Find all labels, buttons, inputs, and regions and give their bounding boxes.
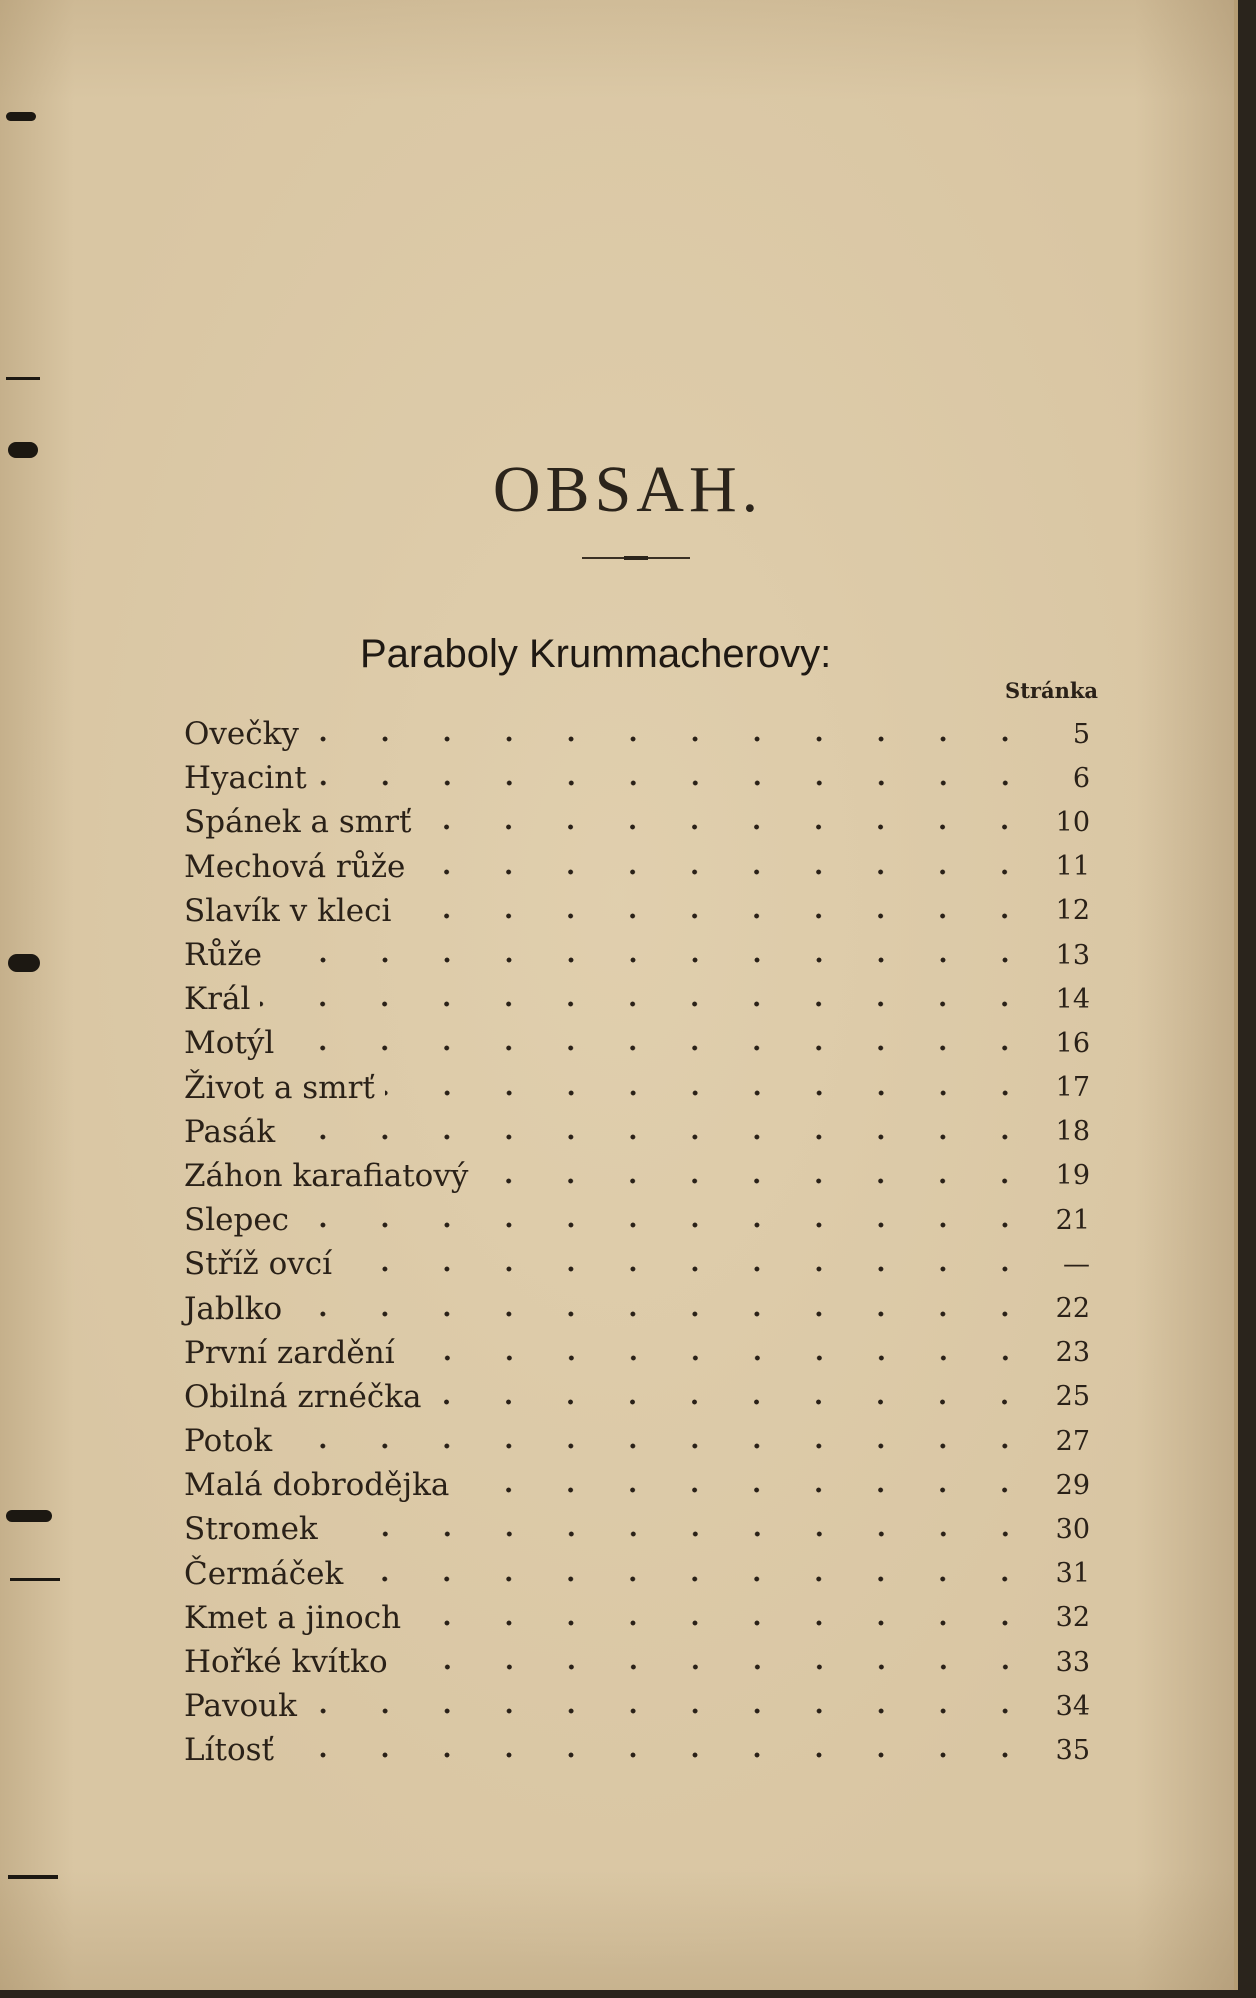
toc-entry-page: 29	[1055, 1469, 1090, 1501]
dot-leader	[309, 736, 1036, 742]
toc-entry-page: 30	[1055, 1513, 1090, 1545]
dot-leader	[260, 1001, 1036, 1007]
toc-entry	[184, 1066, 1090, 1110]
dot-leader	[282, 1443, 1036, 1449]
dot-leader	[415, 869, 1036, 875]
toc-entry-page: 16	[1055, 1027, 1090, 1059]
toc-entry	[184, 1596, 1090, 1640]
toc-entry	[184, 1331, 1090, 1375]
toc-entry-title: Čermáček	[184, 1555, 344, 1592]
toc-entry	[184, 1419, 1090, 1463]
toc-entry-page: 21	[1055, 1204, 1090, 1236]
toc-entry	[184, 756, 1090, 800]
dot-leader	[478, 1178, 1036, 1184]
toc-entry	[184, 1507, 1090, 1551]
toc-entry-title: Král	[184, 981, 251, 1018]
dot-leader	[431, 1399, 1036, 1405]
toc-entry	[184, 1552, 1090, 1596]
toc-entry-page: 34	[1055, 1690, 1090, 1722]
toc-entry	[184, 1154, 1090, 1198]
dot-leader	[421, 824, 1036, 830]
toc-entry-page: 11	[1055, 851, 1090, 883]
dot-leader	[284, 1752, 1036, 1758]
toc-entry	[184, 1198, 1090, 1242]
dot-leader	[401, 913, 1036, 919]
toc-entry-title: První zardění	[184, 1334, 395, 1371]
toc-entry-page: 27	[1055, 1425, 1090, 1457]
toc-entry-page: 22	[1055, 1293, 1090, 1325]
toc-entry	[184, 1375, 1090, 1419]
toc-entry	[184, 1110, 1090, 1154]
toc-entry	[184, 1242, 1090, 1286]
dot-leader	[385, 1090, 1036, 1096]
dot-leader	[299, 1222, 1036, 1228]
toc-entry-page: 18	[1055, 1116, 1090, 1148]
dot-leader	[398, 1664, 1036, 1670]
toc-entry-page: 12	[1055, 895, 1090, 927]
toc-entry-title: Kmet a jinoch	[184, 1599, 402, 1636]
toc-entry-page: 17	[1055, 1072, 1090, 1104]
toc-entry-page: 25	[1055, 1381, 1090, 1413]
toc-entry-title: Slepec	[184, 1202, 290, 1239]
toc-entry-page: 19	[1055, 1160, 1090, 1192]
dot-leader	[342, 1266, 1036, 1272]
toc-entry-page: 14	[1055, 983, 1090, 1015]
toc-entry-title: Potok	[184, 1423, 273, 1460]
binding-mark	[6, 112, 36, 121]
toc-entry	[184, 1728, 1090, 1772]
toc-entry-page: 31	[1055, 1558, 1090, 1590]
dot-leader	[284, 1045, 1036, 1051]
dot-leader	[405, 1355, 1036, 1361]
binding-mark	[6, 1510, 52, 1522]
toc-entry	[184, 1021, 1090, 1065]
dot-leader	[353, 1576, 1036, 1582]
dot-leader	[292, 1311, 1036, 1317]
toc-entry-title: Záhon karafiatový	[184, 1157, 469, 1194]
toc-entry-page: —	[1063, 1248, 1090, 1280]
toc-entry	[184, 889, 1090, 933]
toc-entry-page: 23	[1055, 1337, 1090, 1369]
dot-leader	[285, 1134, 1036, 1140]
toc-entry	[184, 977, 1090, 1021]
dot-leader	[328, 1531, 1036, 1537]
dot-leader	[307, 1708, 1036, 1714]
title-divider	[582, 557, 690, 559]
toc-entry-title: Spánek a smrť	[184, 804, 412, 841]
toc-entry-title: Hyacint	[184, 760, 307, 797]
toc-entry-title: Obilná zrnéčka	[184, 1378, 422, 1415]
toc-entry-title: Růže	[184, 937, 262, 974]
toc-entry-title: Stromek	[184, 1511, 318, 1548]
dot-leader	[272, 957, 1036, 963]
section-heading: Paraboly Krummacherovy:	[360, 632, 832, 676]
binding-mark	[10, 1578, 60, 1581]
page-title: OBSAH.	[492, 453, 764, 526]
toc-entry-title: Život a smrť	[184, 1069, 375, 1106]
binding-mark	[8, 1875, 58, 1879]
toc-entry	[184, 1286, 1090, 1330]
toc-entry-title: Mechová růže	[184, 848, 406, 885]
toc-entry-title: Lítosť	[184, 1732, 274, 1769]
toc-entry-title: Pavouk	[184, 1688, 297, 1725]
toc-entry-title: Slavík v kleci	[184, 892, 392, 929]
toc-entry-page: 6	[1072, 762, 1090, 794]
toc-entry	[184, 933, 1090, 977]
toc-entry-title: Jablko	[184, 1290, 283, 1327]
dot-leader	[411, 1620, 1036, 1626]
toc-entry-page: 33	[1055, 1646, 1090, 1678]
toc-entry-page: 32	[1055, 1602, 1090, 1634]
toc-entry-title: Motýl	[184, 1025, 275, 1062]
toc-entry	[184, 800, 1090, 844]
toc-entry-title: Stříž ovcí	[184, 1246, 333, 1283]
toc-entry-page: 5	[1072, 718, 1090, 750]
binding-mark	[6, 377, 40, 380]
toc-entry	[184, 1640, 1090, 1684]
toc-entry-page: 10	[1055, 806, 1090, 838]
toc-entry-title: Pasák	[184, 1113, 276, 1150]
toc-entry	[184, 1684, 1090, 1728]
binding-mark	[8, 954, 40, 972]
toc-entry-title: Malá dobrodějka	[184, 1467, 450, 1504]
dot-leader	[317, 780, 1036, 786]
toc-entry	[184, 845, 1090, 889]
toc-entry	[184, 712, 1090, 756]
toc-entry-page: 13	[1055, 939, 1090, 971]
table-of-contents	[184, 712, 1090, 1773]
page-column-header: Stránka	[1005, 678, 1098, 703]
toc-entry-page: 35	[1055, 1734, 1090, 1766]
toc-entry-title: Ovečky	[184, 716, 299, 753]
dot-leader	[459, 1487, 1036, 1493]
toc-entry-title: Hořké kvítko	[184, 1644, 388, 1681]
toc-entry	[184, 1463, 1090, 1507]
